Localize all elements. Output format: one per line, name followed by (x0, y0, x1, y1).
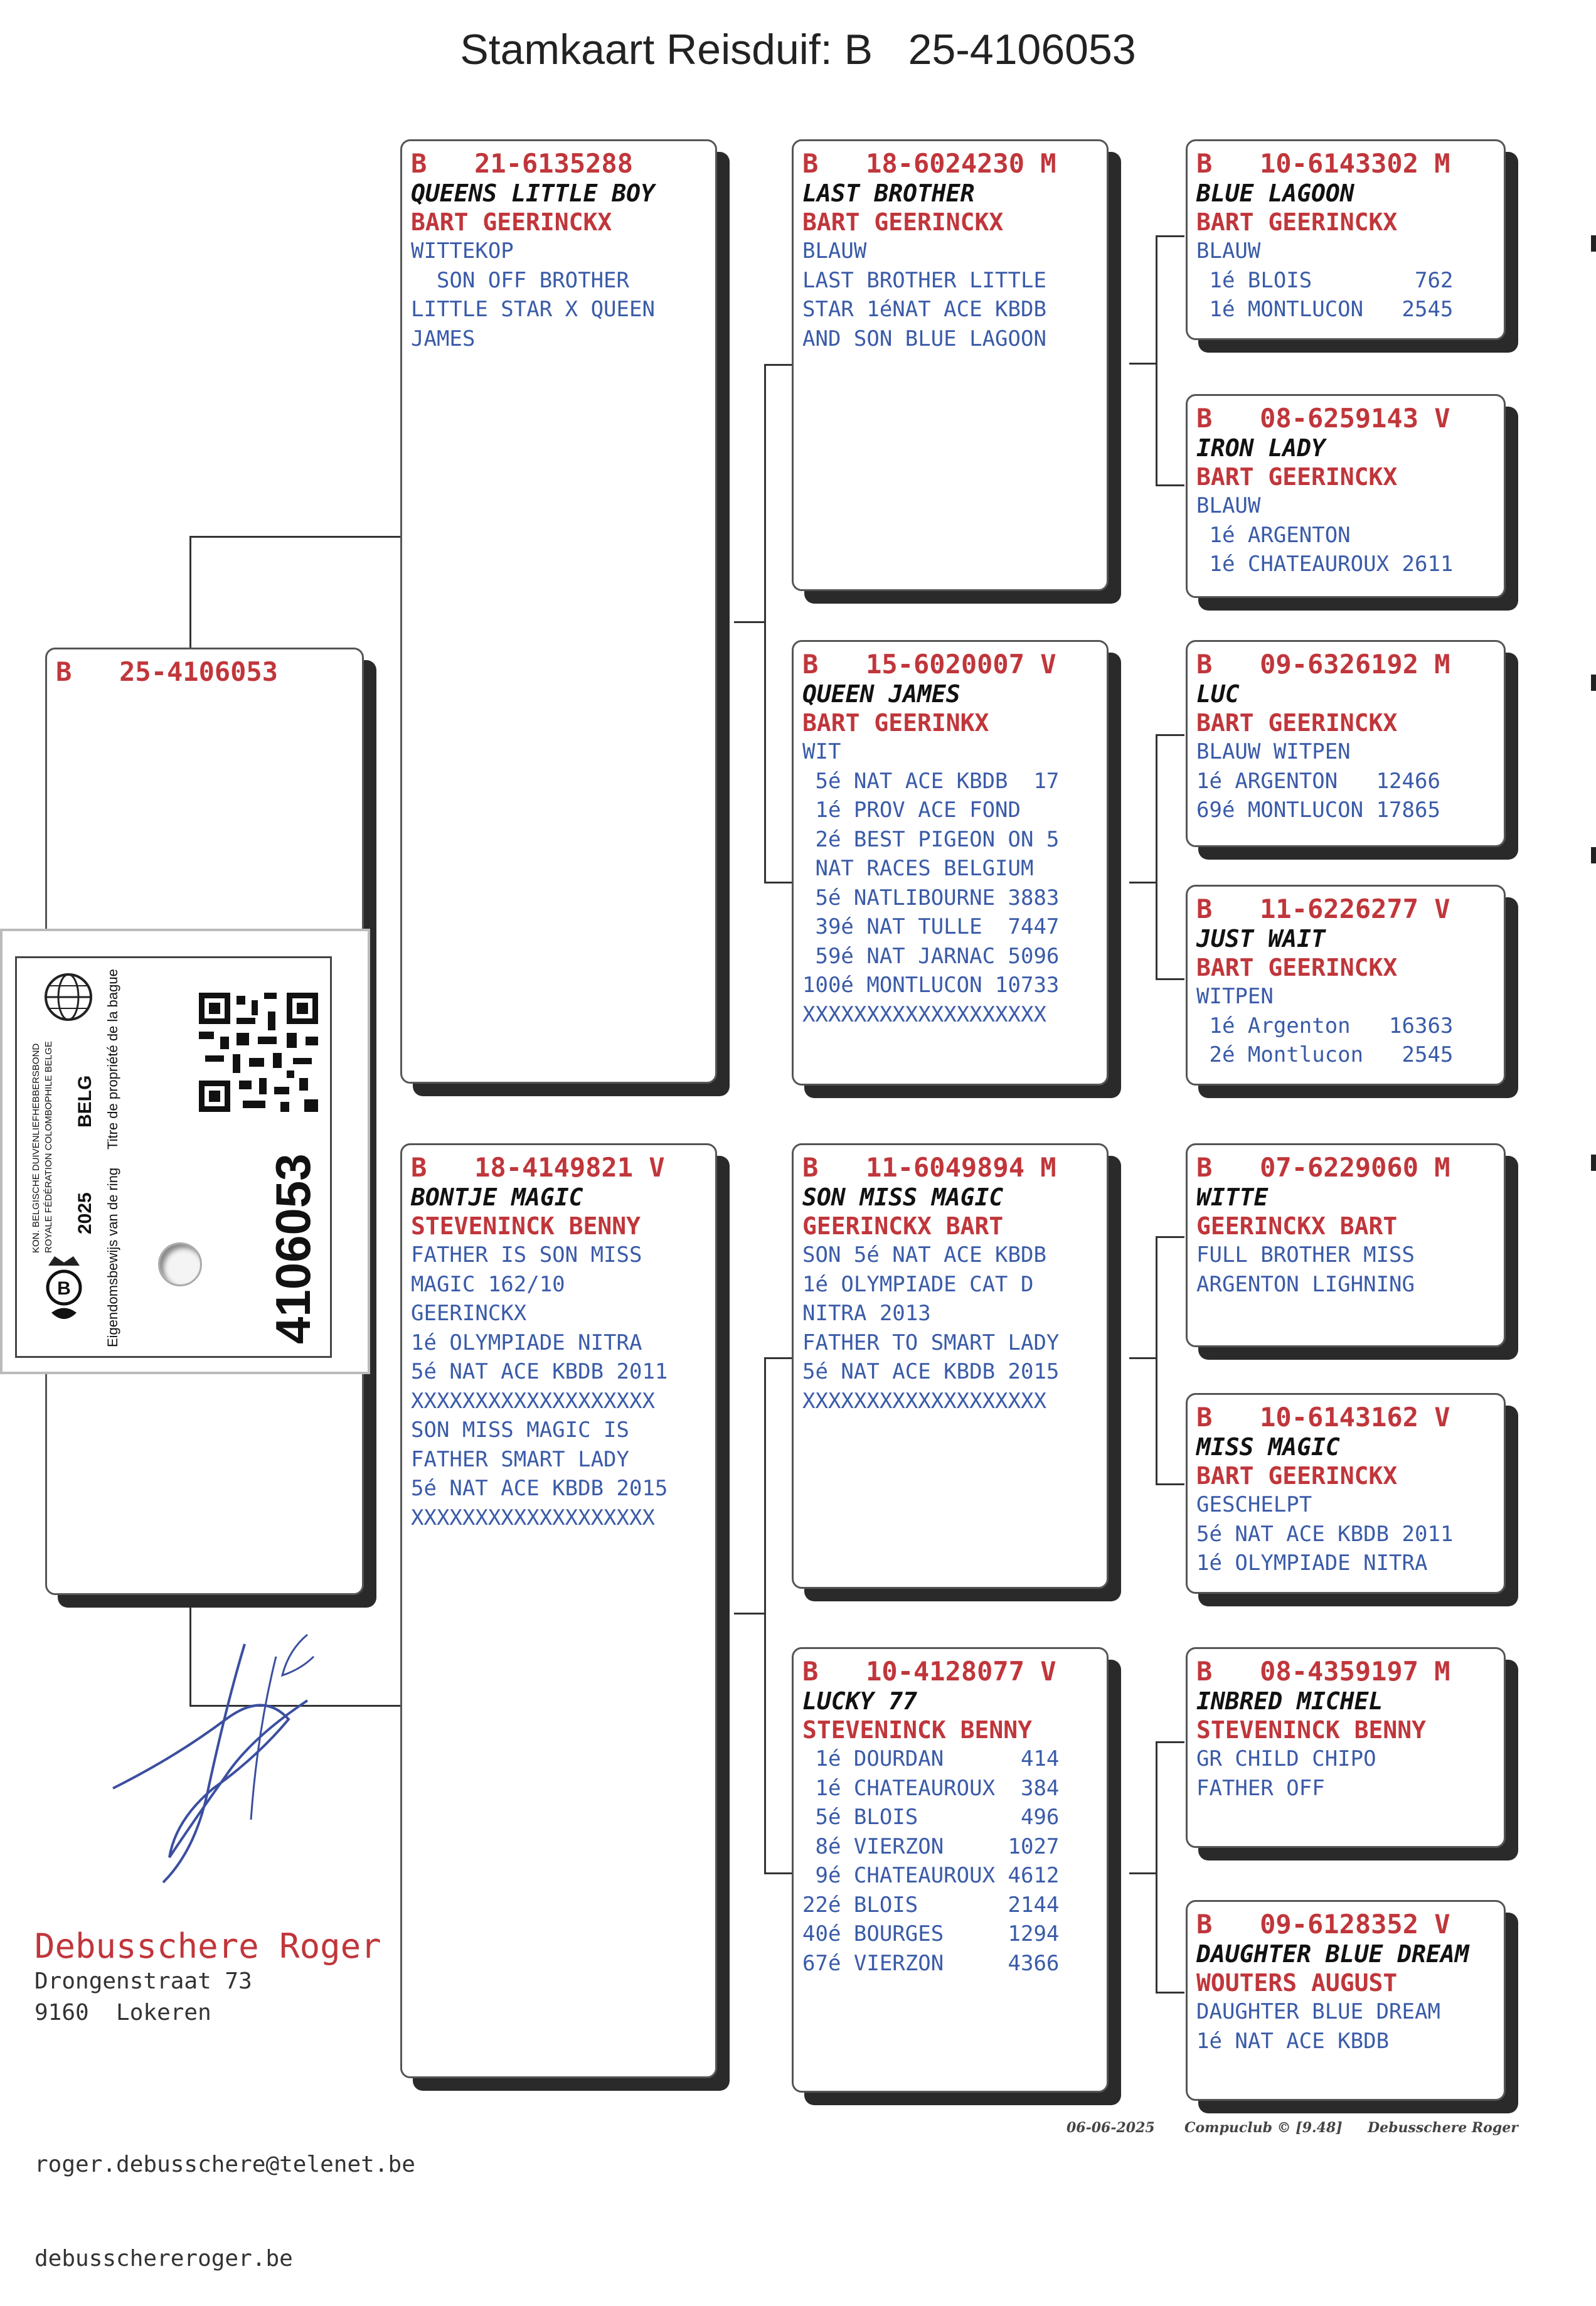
info-line: XXXXXXXXXXXXXXXXXXX (411, 1505, 655, 1530)
grandfather-paternal-card (792, 139, 1109, 591)
info-line: LITTLE STAR X QUEEN (411, 297, 655, 322)
scan-edge-mark (1591, 1155, 1596, 1171)
info-line: XXXXXXXXXXXXXXXXXXX (802, 1388, 1046, 1414)
info-line: WITTEKOP (411, 238, 514, 264)
owner-name: STEVENINCK BENNY (411, 1212, 641, 1240)
info-line: NAT RACES BELGIUM (802, 856, 1034, 881)
info-line: 5é NAT ACE KBDB 2011 (1196, 1521, 1454, 1547)
great-grandparent-card (1186, 1900, 1506, 2101)
owner-name: STEVENINCK BENNY (1196, 1716, 1427, 1744)
signature-icon (100, 1631, 326, 1895)
connector-line (734, 1613, 765, 1615)
pigeon-name: LUC (1196, 680, 1240, 708)
federation-emblem-icon (42, 1253, 86, 1328)
great-grandparent-card (1186, 1143, 1506, 1347)
info-line: FULL BROTHER MISS (1196, 1242, 1415, 1268)
qr-code-icon (199, 993, 318, 1112)
ring-number: B 21-6135288 (411, 148, 634, 179)
country: BELG (75, 1075, 95, 1128)
sticker-card (15, 956, 332, 1358)
info-line: 100é MONTLUCON 10733 (802, 973, 1060, 998)
scan-edge-mark (1591, 847, 1596, 863)
info-line: 5é NAT ACE KBDB 2015 (411, 1476, 668, 1501)
info-line: 5é NAT ACE KBDB 17 (802, 768, 1060, 794)
footer-owner: Debusschere Roger (1368, 2120, 1518, 2136)
pigeon-name: WITTE (1196, 1183, 1269, 1211)
connector-line (1156, 978, 1184, 980)
info-line: 59é NAT JARNAC 5096 (802, 943, 1060, 969)
info-line: 5é BLOIS 496 (802, 1805, 1060, 1830)
info-line: 1é Argenton 16363 (1196, 1013, 1454, 1038)
globe-icon (42, 971, 95, 1024)
info-line: GEERINCKX (411, 1301, 527, 1326)
contact-block (35, 2086, 415, 2306)
great-grandparent-card (1186, 885, 1506, 1086)
connector-line (189, 536, 402, 538)
info-line: 69é MONTLUCON 17865 (1196, 798, 1440, 823)
info-line: SON 5é NAT ACE KBDB (802, 1242, 1046, 1268)
breeder-block (35, 1926, 381, 2029)
info-line: 9é CHATEAUROUX 4612 (802, 1863, 1060, 1888)
info-line: BLAUW (802, 238, 867, 264)
pigeon-name: MISS MAGIC (1196, 1433, 1340, 1461)
connector-line (1156, 235, 1157, 486)
connector-line (764, 364, 766, 883)
info-line: WITPEN (1196, 984, 1274, 1009)
info-line: LAST BROTHER LITTLE (802, 267, 1046, 293)
pigeon-name: IRON LADY (1196, 434, 1326, 462)
svg-text:B: B (57, 1278, 71, 1299)
connector-line (1156, 1236, 1184, 1238)
info-line: 1é BLOIS 762 (1196, 267, 1454, 293)
pigeon-name: QUEEN JAMES (802, 680, 960, 708)
breeder-street: Drongenstraat 73 (35, 1968, 252, 1994)
great-grandparent-card (1186, 640, 1506, 847)
website-link[interactable]: debusschereroger.be (35, 2246, 293, 2271)
connector-line (1129, 1872, 1157, 1874)
owner-name: BART GEERINCKX (802, 208, 1004, 236)
owner-name: BART GEERINCKX (1196, 208, 1398, 236)
ring-number: B 08-4359197 M (1196, 1656, 1450, 1687)
connector-line (734, 621, 765, 623)
info-line: 5é NAT ACE KBDB 2011 (411, 1359, 668, 1384)
connector-line (1156, 734, 1157, 980)
info-line: 2é BEST PIGEON ON 5 (802, 826, 1060, 852)
pigeon-name: BLUE LAGOON (1196, 179, 1354, 207)
father-card (400, 139, 717, 1084)
owner-name: BART GEERINCKX (411, 208, 612, 236)
info-line: 40é BOURGES 1294 (802, 1921, 1060, 1946)
owner-name: WOUTERS AUGUST (1196, 1969, 1398, 1997)
info-line: 22é BLOIS 2144 (802, 1892, 1060, 1918)
info-line: MAGIC 162/10 (411, 1271, 565, 1297)
info-line: 8é VIERZON 1027 (802, 1834, 1060, 1859)
connector-line (764, 1357, 792, 1359)
info-line: SON OFF BROTHER (411, 267, 629, 293)
grandmother-maternal-card (792, 1647, 1109, 2093)
footer-software: Compuclub © [9.48] (1184, 2120, 1343, 2136)
info-line: BLAUW WITPEN (1196, 739, 1351, 764)
great-grandparent-card (1186, 1393, 1506, 1594)
grandfather-maternal-card (792, 1143, 1109, 1589)
ring-number-large: 4106053 (265, 1153, 321, 1344)
info-line: 1é OLYMPIADE CAT D (802, 1271, 1034, 1297)
connector-line (1156, 1741, 1157, 1994)
connector-line (764, 1357, 766, 1874)
scan-edge-mark (1591, 675, 1596, 691)
org-name-nl: KON. BELGISCHE DUIVENLIEFHEBBERSBOND (31, 1043, 41, 1253)
connector-line (1129, 1357, 1157, 1359)
connector-line (764, 1872, 792, 1874)
connector-line (189, 536, 191, 649)
ring-number: B 18-4149821 V (411, 1152, 665, 1183)
page-title: Stamkaart Reisduif: B 25-4106053 (460, 26, 1136, 73)
scan-edge-mark (1591, 235, 1596, 252)
title-fr: Titre de propriété de la bague (105, 969, 120, 1150)
org-name-fr: ROYALE FÉDÉRATION COLOMBOPHILE BELGE (43, 1041, 54, 1253)
grandmother-paternal-card (792, 640, 1109, 1086)
ring-number: B 10-4128077 V (802, 1656, 1056, 1687)
info-line: 1é NAT ACE KBDB (1196, 2028, 1390, 2054)
ring-number: B 08-6259143 V (1196, 403, 1450, 434)
connector-line (764, 882, 792, 883)
owner-name: GEERINCKX BART (802, 1212, 1004, 1240)
ring-ownership-sticker (0, 929, 370, 1374)
info-line: BLAUW (1196, 238, 1261, 264)
connector-line (1156, 1992, 1184, 1994)
ring-number: B 10-6143162 V (1196, 1402, 1450, 1433)
owner-name: BART GEERINCKX (1196, 709, 1398, 737)
footer-date: 06-06-2025 (1067, 2120, 1155, 2136)
info-line: GR CHILD CHIPO (1196, 1746, 1376, 1771)
info-line: FATHER SMART LADY (411, 1446, 629, 1472)
mother-card (400, 1143, 717, 2078)
ring-number: B 07-6229060 M (1196, 1152, 1450, 1183)
ring-number: B 18-6024230 M (802, 148, 1056, 179)
punch-hole (158, 1242, 202, 1286)
great-grandparent-card (1186, 139, 1506, 340)
pigeon-name: BONTJE MAGIC (411, 1183, 583, 1211)
pigeon-name: JUST WAIT (1196, 925, 1326, 953)
breeder-city: 9160 Lokeren (35, 2000, 211, 2026)
info-line: ARGENTON LIGHNING (1196, 1271, 1415, 1297)
info-line: 1é OLYMPIADE NITRA (411, 1330, 642, 1355)
info-line: 1é CHATEAUROUX 384 (802, 1775, 1060, 1801)
ring-number: B 10-6143302 M (1196, 148, 1450, 179)
info-line: WIT (802, 739, 841, 764)
info-line: 1é ARGENTON 12466 (1196, 768, 1440, 794)
pigeon-name: SON MISS MAGIC (802, 1183, 1004, 1211)
great-grandparent-card (1186, 394, 1506, 598)
info-line: 5é NATLIBOURNE 3883 (802, 885, 1060, 910)
info-line: 1é DOURDAN 414 (802, 1746, 1060, 1771)
owner-name: GEERINCKX BART (1196, 1212, 1398, 1240)
ring-number: B 11-6049894 M (802, 1152, 1056, 1183)
connector-line (1156, 1483, 1184, 1485)
info-line: 67é VIERZON 4366 (802, 1950, 1060, 1976)
info-line: XXXXXXXXXXXXXXXXXXX (411, 1388, 655, 1414)
breeder-name: Debusschere Roger (35, 1926, 381, 1966)
info-line: AND SON BLUE LAGOON (802, 326, 1046, 351)
info-line: XXXXXXXXXXXXXXXXXXX (802, 1001, 1046, 1027)
info-line: 1é CHATEAUROUX 2611 (1196, 552, 1454, 577)
owner-name: BART GEERINCKX (1196, 1462, 1398, 1490)
info-line: 1é OLYMPIADE NITRA (1196, 1551, 1428, 1576)
info-line: SON MISS MAGIC IS (411, 1417, 629, 1443)
year: 2025 (75, 1192, 95, 1234)
connector-line (1129, 363, 1157, 365)
pigeon-name: DAUGHTER BLUE DREAM (1196, 1940, 1469, 1968)
info-line: 1é MONTLUCON 2545 (1196, 297, 1454, 322)
info-line: JAMES (411, 326, 476, 351)
ring-number: B 15-6020007 V (802, 649, 1056, 680)
connector-line (1156, 235, 1184, 237)
pigeon-name: QUEENS LITTLE BOY (411, 179, 655, 207)
owner-name: STEVENINCK BENNY (802, 1716, 1033, 1744)
title-nl: Eigendomsbewijs van de ring (105, 1167, 120, 1347)
info-line: 2é Montlucon 2545 (1196, 1042, 1454, 1067)
ring-number: B 25-4106053 (56, 656, 279, 687)
info-line: 1é ARGENTON (1196, 522, 1351, 548)
connector-line (1156, 1741, 1184, 1743)
connector-line (1129, 882, 1157, 883)
owner-name: BART GEERINCKX (1196, 954, 1398, 981)
owner-name: BART GEERINCKX (1196, 463, 1398, 491)
pigeon-name: LUCKY 77 (802, 1687, 918, 1715)
ring-number: B 09-6128352 V (1196, 1909, 1450, 1940)
owner-name: BART GEERINKX (802, 709, 989, 737)
info-line: STAR 1éNAT ACE KBDB (802, 297, 1046, 322)
email-link[interactable]: roger.debusschere@telenet.be (35, 2152, 415, 2177)
connector-line (1156, 1236, 1157, 1485)
connector-line (1156, 484, 1184, 486)
info-line: NITRA 2013 (802, 1301, 931, 1326)
pigeon-name: LAST BROTHER (802, 179, 975, 207)
info-line: 39é NAT TULLE 7447 (802, 914, 1060, 939)
great-grandparent-card (1186, 1647, 1506, 1848)
connector-line (764, 364, 792, 366)
info-line: FATHER IS SON MISS (411, 1242, 642, 1268)
ring-number: B 11-6226277 V (1196, 894, 1450, 924)
info-line: BLAUW (1196, 493, 1261, 518)
info-line: DAUGHTER BLUE DREAM (1196, 1999, 1440, 2024)
info-line: FATHER TO SMART LADY (802, 1330, 1060, 1355)
info-line: 1é PROV ACE FOND (802, 798, 1021, 823)
info-line: FATHER OFF (1196, 1775, 1325, 1801)
ring-number: B 09-6326192 M (1196, 649, 1450, 680)
info-line: GESCHELPT (1196, 1492, 1312, 1517)
info-line: 5é NAT ACE KBDB 2015 (802, 1359, 1060, 1384)
connector-line (1156, 734, 1184, 736)
pigeon-name: INBRED MICHEL (1196, 1687, 1383, 1715)
